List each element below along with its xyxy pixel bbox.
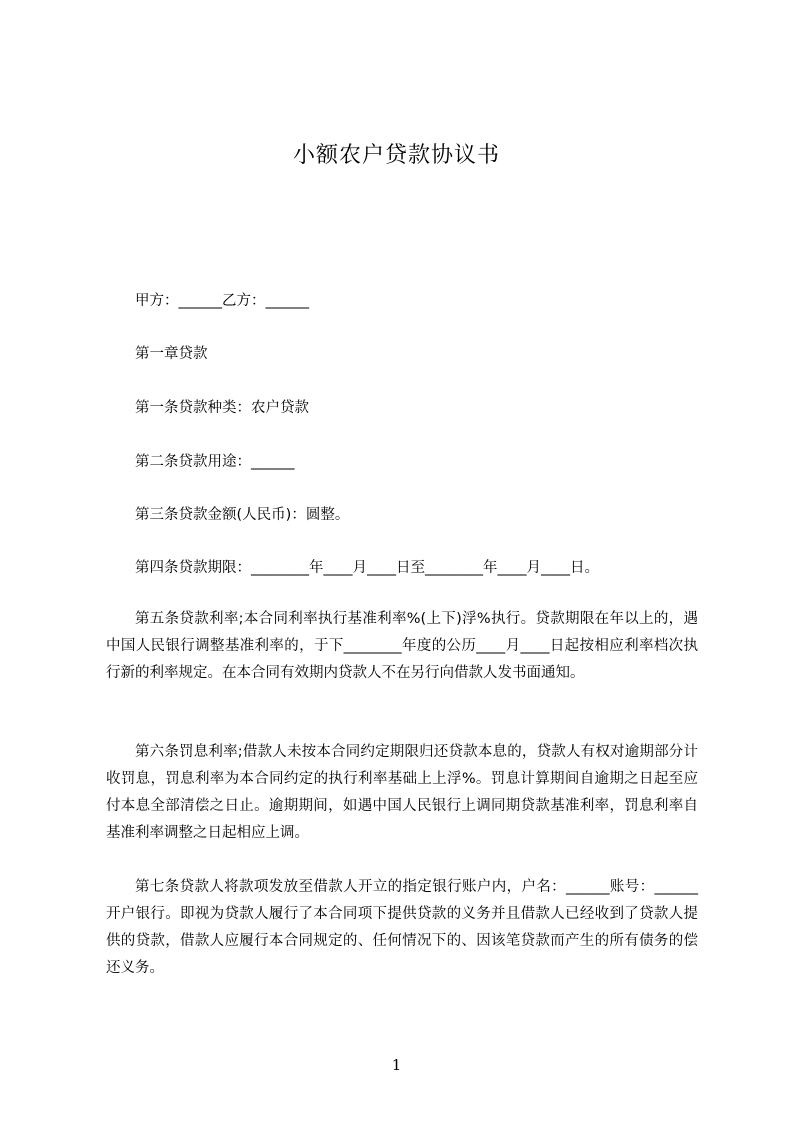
- article-6: 第六条罚息利率;借款人未按本合同约定期限归还贷款本息的，贷款人有权对逾期部分计收罚息，罚息利率为本合同约定的执行利率基础上上浮%。罚息计算期间自逾期之日起至应付本息全部清偿之日止。逾期期间，如遇中国人民银行上调同期贷款基准利率，罚息利率自基准利率调整之日起相应上调。: [106, 744, 698, 841]
- page-number: 1: [391, 1056, 402, 1074]
- article-2: 第二条贷款用途：______: [135, 454, 295, 470]
- document-title: 小额农户贷款协议书: [292, 143, 500, 168]
- article-3: 第三条贷款金额(人民币)：圆整。: [135, 507, 350, 523]
- chapter-heading: 第一章贷款: [135, 346, 208, 362]
- article-7: 第七条贷款人将款项发放至借款人开立的指定银行账户内，户名：______账号：______开户银行。即视为贷款人履行了本合同项下提供贷款的义务并且借款人已经收到了贷款人提供的贷款，借款人应履行本合同规定的、任何情况下的、因该笔贷款而产生的所有债务的偿还义务。: [106, 879, 698, 976]
- article-1: 第一条贷款种类：农户贷款: [135, 400, 309, 416]
- article-4: 第四条贷款期限：________年____月____日至________年____月____日。: [135, 560, 599, 576]
- article-5: 第五条贷款利率;本合同利率执行基准利率%(上下)浮%执行。贷款期限在年以上的，遇中国人民银行调整基准利率的，于下________年度的公历____月____日起按相应利率档次执行新的利率规定。在本合同有效期内贷款人不在另行向借款人发书面通知。: [106, 611, 698, 681]
- parties-line: 甲方：______乙方：______: [135, 293, 309, 309]
